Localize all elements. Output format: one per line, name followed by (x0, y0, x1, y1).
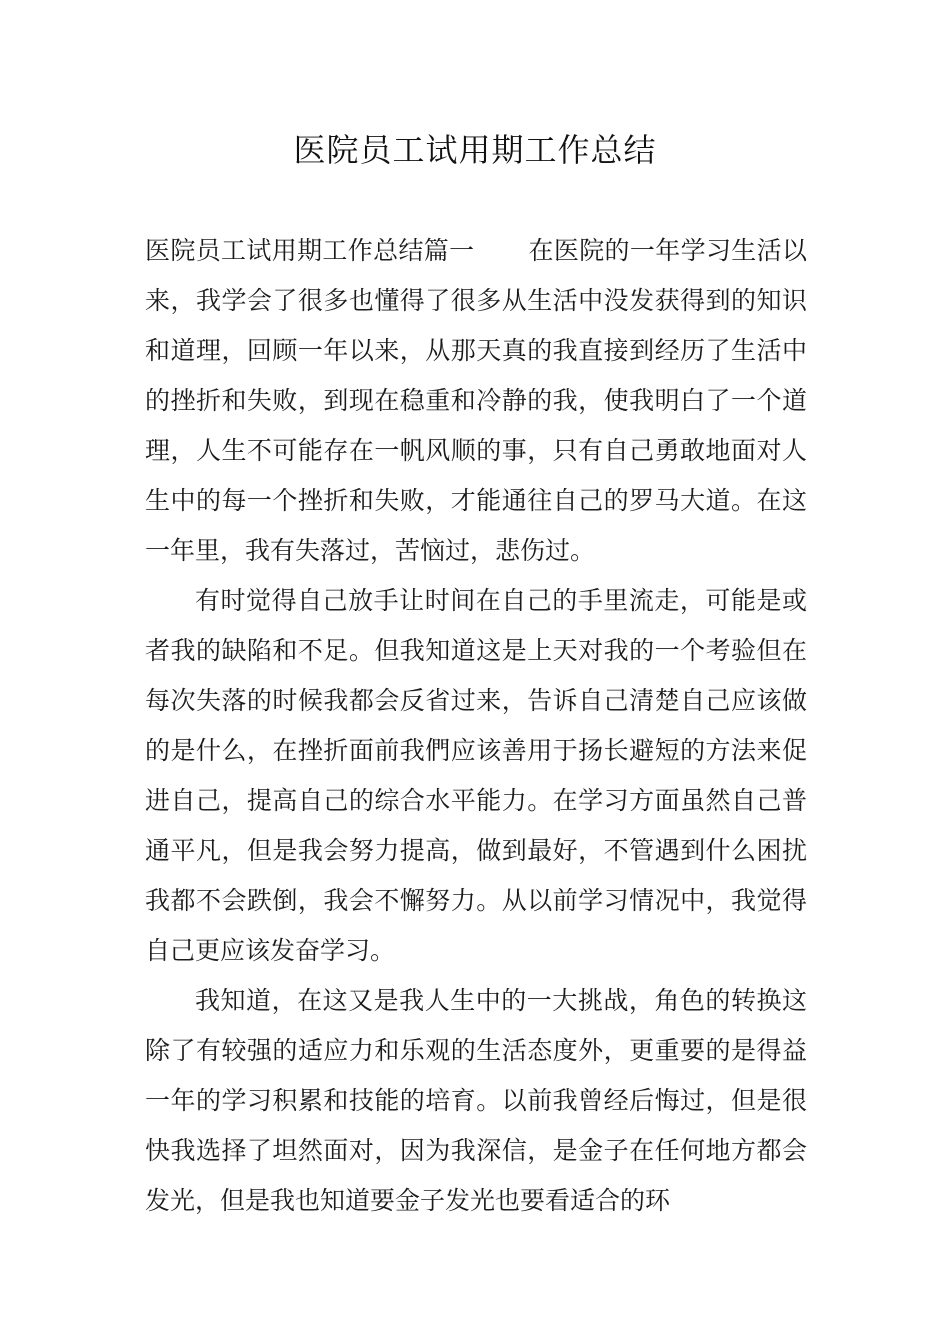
paragraph-1-text: 在医院的一年学习生活以来，我学会了很多也懂得了很多从生活中没发获得到的知识和道理，回顾一年以来，从那天真的我直接到经历了生活中的挫折和失败，到现在稳重和冷静的我，使我明白了一个道理，人生不可能存在一帆风顺的事，只有自己勇敢地面对人生中的每一个挫折和失败，才能通往自己的罗马大道。在这一年里，我有失落过，苦恼过，悲伤过。 (145, 236, 807, 565)
paragraph-3: 我知道，在这又是我人生中的一大挑战，角色的转换这除了有较强的适应力和乐观的生活态度外，更重要的是得益一年的学习积累和技能的培育。以前我曾经后悔过，但是很快我选择了坦然面对，因为我深信，是金子在任何地方都会发光，但是我也知道要金子发光也要看适合的环 (145, 986, 807, 1215)
section-heading: 医院员工试用期工作总结篇一 (145, 236, 475, 265)
paragraph-2: 有时觉得自己放手让时间在自己的手里流走，可能是或者我的缺陷和不足。但我知道这是上天对我的一个考验但在每次失落的时候我都会反省过来，告诉自己清楚自己应该做的是什么，在挫折面前我們应该善用于扬长避短的方法来促进自己，提高自己的综合水平能力。在学习方面虽然自己普通平凡，但是我会努力提高，做到最好，不管遇到什么困扰我都不会跌倒，我会不懈努力。从以前学习情况中，我觉得自己更应该发奋学习。 (145, 586, 807, 965)
document-title: 医院员工试用期工作总结 (293, 131, 657, 169)
document-body (145, 226, 807, 1226)
paragraph-1 (145, 226, 807, 576)
